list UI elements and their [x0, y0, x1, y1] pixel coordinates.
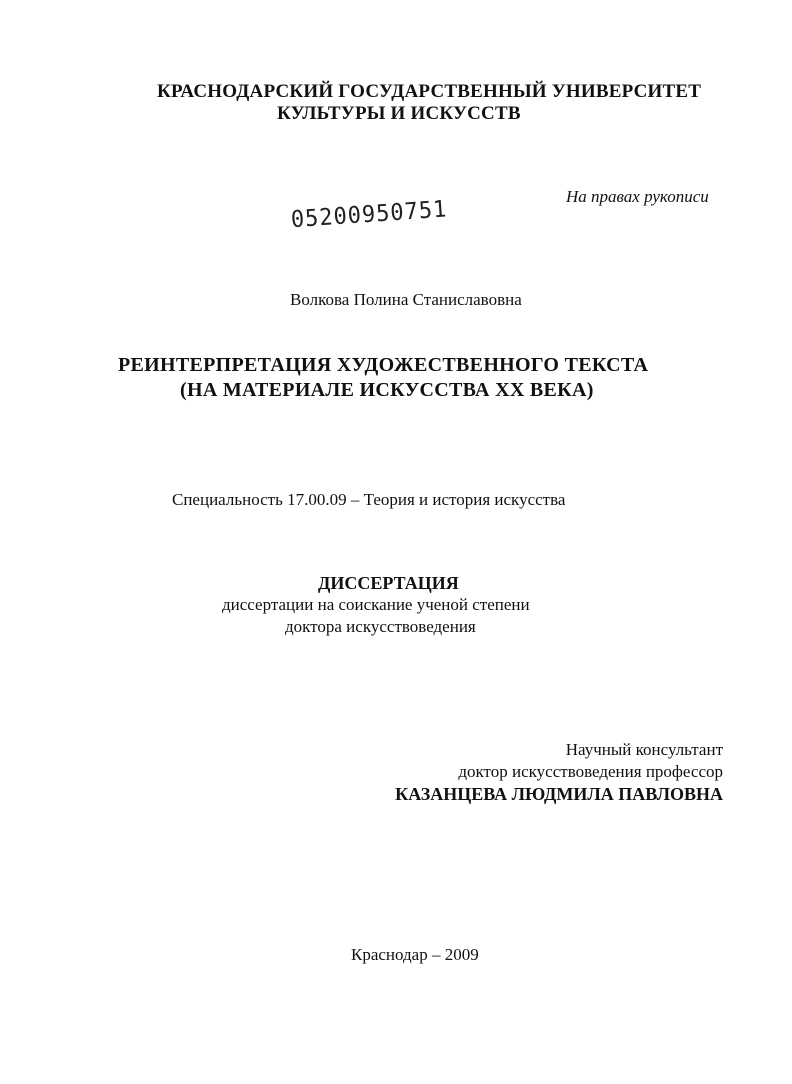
consultant-role: Научный консультант [565, 740, 723, 759]
document-type: ДИССЕРТАЦИЯ [318, 573, 459, 593]
university-name-line-1: КРАСНОДАРСКИЙ ГОСУДАРСТВЕННЫЙ УНИВЕРСИТЕТ [157, 81, 702, 102]
rights-note: На правах рукописи [566, 187, 709, 206]
degree-line-1: диссертации на соискание ученой степени [222, 595, 530, 614]
consultant-degree: доктор искусствоведения профессор [458, 762, 723, 781]
consultant-name: КАЗАНЦЕВА ЛЮДМИЛА ПАВЛОВНА [395, 784, 723, 804]
degree-line-2: доктора искусствоведения [285, 617, 476, 636]
dissertation-title-line-2: (НА МАТЕРИАЛЕ ИСКУССТВА XX ВЕКА) [180, 379, 594, 401]
dissertation-title-line-1: РЕИНТЕРПРЕТАЦИЯ ХУДОЖЕСТВЕННОГО ТЕКСТА [118, 354, 649, 376]
specialty-line: Специальность 17.00.09 – Теория и история искусства [172, 490, 566, 509]
library-stamp-number: 05200950751 [290, 196, 449, 234]
city-year: Краснодар – 2009 [351, 945, 479, 964]
university-name-line-2: КУЛЬТУРЫ И ИСКУССТВ [277, 103, 521, 124]
author-name: Волкова Полина Станиславовна [290, 290, 522, 309]
